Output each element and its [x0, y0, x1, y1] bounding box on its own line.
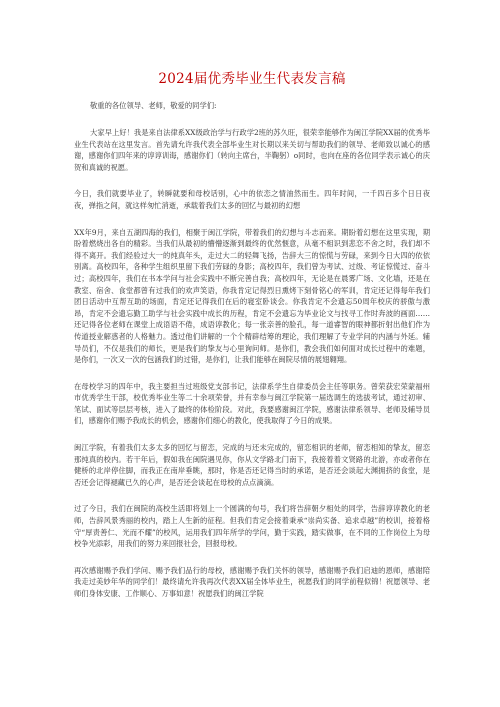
document-title: 2024届优秀毕业生代表发言稿 — [158, 71, 346, 87]
greeting-line: 敬重的各位领导、老师，敬爱的同学们: — [90, 101, 217, 110]
paragraph-memories: XX年9月，来自五湖四海的我们，相聚于闽江学院，带着我们的幻想与斗志而来。期盼着幻想在这里实现，期盼着燃烧出各自的精彩。当我们从最初的懵懵逐渐到最终的优然惬意，从毫不相识到悲恋不舍之时，我们却不得不离开。我们经验过大一的纯真年头，走过大二的轻舞飞扬，告辞大三的惊慌与劳碌，来到今日大四的依依别离。高校四年，各种学生组织里留下我们劳碌的身影；高校四年，我们曾为考试、过级、考证惊慌过、奋斗过；高校四年，我们在书本学问与社会实践中不断完善自我；高校四年，无论是在晨雾广场、文化墙，还是在教室、宿舍、食堂都曾有过我们的欢声笑语，你我肯定记得烈日熏烤下刻骨铭心的军训，肯定还记得每年我们团日活动中互帮互助的场面，肯定还记得我们在后的寝室卧谈会。你我肯定不会遗忘50周年校庆的骄傲与激昂，肯定不会遗忘勤工助学与社会实践中成长的历程，肯定不会遗忘为毕业论文与找寻工作时奔波的画面……还记得各位老师在课堂上成语语不倦，成语谆教化；每一张亲善的脸孔，每一道睿智的眼神都折射出他们作为传道授业解惑者的人格魅力。透过他们讲解的一个个精辟结筹的理论，我们理解了专业学问的内涵与外延。辅导员们，不仅是我们的师长，更是我们的挚友与心里询问师。是你们，教会我们如何面对成长过程中的难题，是你们，一次又一次的包涵我们的过错，是你们，让我们能够在闽院尽情的展翅翱翔。 — [74, 227, 430, 365]
paragraph-nostalgia: 闽江学院，有着我们太多太多的回忆与留恋，完成的与还未完成的，留恋相识的老师，留恋相知的挚友，留恋那纯真的校内。若干年后，假如我在闽院遇见你，你从文学路北门南下，我接着着文贤路的北游，亦或者你在健桥的北岸停住脚，而我正在南岸垂眺，那时，你是否还记得当时的承诺，是否还会谈起大渊拥挤的食堂，是否还会记得褪藏已久的心声，是否还会谈起在母校的点点滴滴。 — [74, 443, 430, 487]
paragraph-opening: 大家早上好！我是来自法律系XX级政治学与行政学2班的苏久旺，很荣幸能够作为闽江学院XX届的优秀毕业生代表站在这里发言。首先请允许我代表全部毕业生对长期以来关切与帮助我们的领导、老师致以诚心的感谢，感谢你们四年来的谆谆训诲，感谢你们（转向主席台，半鞠躬）o同时，也向在座的各位同学表示诚心的庆贺和真诚的祝愿。 — [74, 128, 430, 172]
paragraph-closing: 再次感谢赐予我们学问、赐予我们品行的母校，感谢赐予我们关怀的领导，感谢赐予我们启迪的恩师，感谢陪我走过美妙年华的同学们！最终请允许我再次代表XX届全体毕业生，祝愿我们的同学前程似锦！祝愿领导、老师们身体安康、工作顺心、万事如意！祝愿我们的闽江学院 — [74, 565, 430, 598]
paragraph-future: 过了今日，我们在闽院的高校生活即将划上一个圆满的句号，我们将告辞朝夕相处的同学，告辞谆谆教化的老师，告辞风景秀丽的校内，踏上人生新的征程。但我们肯定会接着秉承“崇尚实备、追求卓越”的校训，接着格守“厚责善仁、光而不耀”的校风，运用我们四年所学的学问，勤于实践，踏实做事，在不同的工作岗位上为母校争光添彩，用我们的努力来回报社会，回报母校。 — [74, 504, 430, 549]
paragraph-achievements: 在母校学习的四年中，我主要担当过班级党支部书记，法律系学生自律委员会主任等职务。曾荣获宏荣蒙福州市优秀学生干部，校优秀毕业生等二十余项荣誉，并有幸参与闽江学院第一届选调生的选拔考试，通过初审、笔试、面试等层层考核，进入了最终的体检阶段。对此，我要感谢闽江学院，感谢法律系领导、老师及辅导员们，感谢你们赐予我成长的机会，感谢你们细心的教化，使我取得了今日的成果。 — [74, 381, 430, 426]
paragraph-farewell: 今日，我们就要毕业了，转瞬就要和母校话别，心中的依恋之情油然而生。四年时间，一千四百多个日日夜夜，弹指之间，就这样匆忙消逝，承载着我们太多的回忆与最初的幻想 — [74, 189, 430, 210]
